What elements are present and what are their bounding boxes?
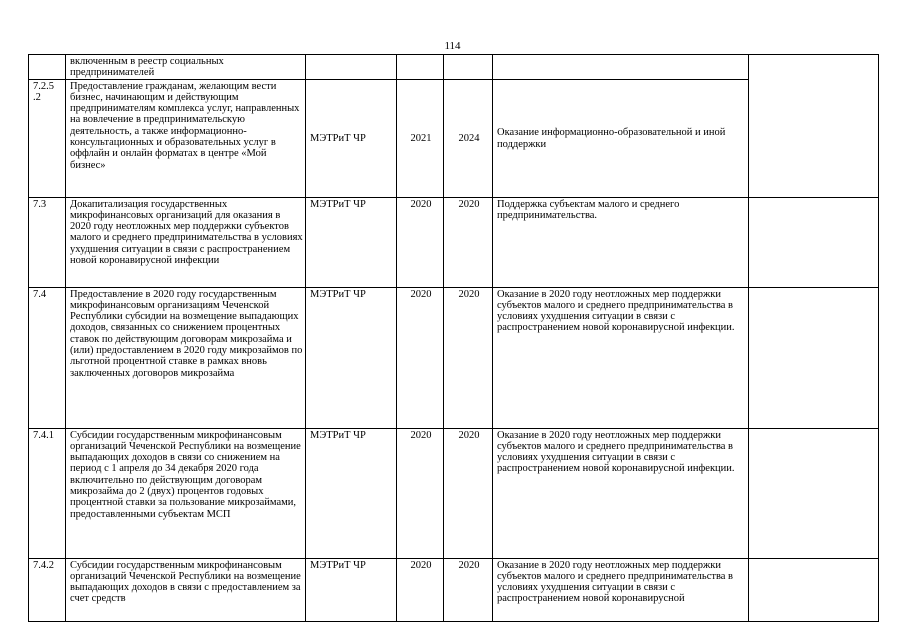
row-number: 7.4.1 <box>29 428 66 558</box>
row-number <box>29 55 66 80</box>
note-cell <box>749 287 879 428</box>
note-cell <box>749 197 879 287</box>
row-number: 7.2.5 .2 <box>29 79 66 197</box>
result-cell: Поддержка субъектам малого и среднего предпринимательства. <box>493 197 749 287</box>
end-year-cell: 2020 <box>444 558 493 621</box>
table-row <box>29 197 879 287</box>
table-row <box>29 558 879 621</box>
note-cell <box>749 558 879 621</box>
executor-cell: МЭТРиТ ЧР <box>306 79 397 197</box>
row-number: 7.4.2 <box>29 558 66 621</box>
executor-cell <box>306 55 397 80</box>
start-year-cell: 2020 <box>397 428 444 558</box>
start-year-cell: 2020 <box>397 558 444 621</box>
row-number: 7.3 <box>29 197 66 287</box>
result-cell <box>493 55 749 80</box>
note-cell <box>749 428 879 558</box>
table-row <box>29 287 879 428</box>
row-number: 7.4 <box>29 287 66 428</box>
executor-cell: МЭТРиТ ЧР <box>306 197 397 287</box>
result-cell: Оказание в 2020 году неотложных мер поддержки субъектов малого и среднего предпринимательства в условиях ухудшения ситуации в связи с распространением новой коронавирусной <box>493 558 749 621</box>
executor-cell: МЭТРиТ ЧР <box>306 428 397 558</box>
table-row <box>29 428 879 558</box>
result-cell: Оказание информационно-образовательной и иной поддержки <box>493 79 749 197</box>
page-number: 114 <box>444 40 461 52</box>
end-year-cell: 2020 <box>444 428 493 558</box>
start-year-cell: 2020 <box>397 197 444 287</box>
action-text: Субсидии государственным микрофинансовым организаций Чеченской Республики на возмещение выпадающих доходов в связи со снижением на период с 1 апреля до 34 декабря 2020 года включительно по действующим договорам микрозайма до 2 (двух) процентов годовых процентной ставки за пользование микрозаймами, предоставленными субъектам МСП <box>66 428 306 558</box>
action-text: Предоставление в 2020 году государственным микрофинансовым организациям Чеченской Республики субсидии на возмещение выпадающих доходов, связанных со снижением процентных ставок по действующим договорам микрозайма и (или) предоставлением в 2020 году микрозаймов по льготной процентной ставке в рамках вновь заключенных договоров микрозайма <box>66 287 306 428</box>
start-year-cell: 2020 <box>397 287 444 428</box>
result-cell: Оказание в 2020 году неотложных мер поддержки субъектов малого и среднего предпринимательства в условиях ухудшения ситуации в связи с распространением новой коронавирусной инфекции. <box>493 287 749 428</box>
executor-cell: МЭТРиТ ЧР <box>306 287 397 428</box>
table-row <box>29 55 879 80</box>
end-year-cell: 2024 <box>444 79 493 197</box>
end-year-cell: 2020 <box>444 287 493 428</box>
end-year-cell: 2020 <box>444 197 493 287</box>
executor-cell: МЭТРиТ ЧР <box>306 558 397 621</box>
measures-table <box>28 54 879 622</box>
action-text: Докапитализация государственных микрофинансовых организаций для оказания в 2020 году неотложных мер поддержки субъектов малого и среднего предпринимательства в условиях ухудшения ситуации в связи с распространением новой коронавирусной инфекции <box>66 197 306 287</box>
end-year-cell <box>444 55 493 80</box>
action-text: включенным в реестр социальных предпринимателей <box>66 55 306 80</box>
note-cell <box>749 55 879 198</box>
start-year-cell <box>397 55 444 80</box>
action-text: Предоставление гражданам, желающим вести бизнес, начинающим и действующим предпринимателям комплекса услуг, направленных на вовлечение в предпринимательскую деятельность, а также информационно-консультационных и образовательных услуг в оффлайн и онлайн форматах в центре «Мой бизнес» <box>66 79 306 197</box>
action-text: Субсидии государственным микрофинансовым организаций Чеченской Республики на возмещение выпадающих доходов в связи с предоставлением за счет средств <box>66 558 306 621</box>
start-year-cell: 2021 <box>397 79 444 197</box>
result-cell: Оказание в 2020 году неотложных мер поддержки субъектов малого и среднего предпринимательства в условиях ухудшения ситуации в связи с распространением новой коронавирусной инфекции. <box>493 428 749 558</box>
